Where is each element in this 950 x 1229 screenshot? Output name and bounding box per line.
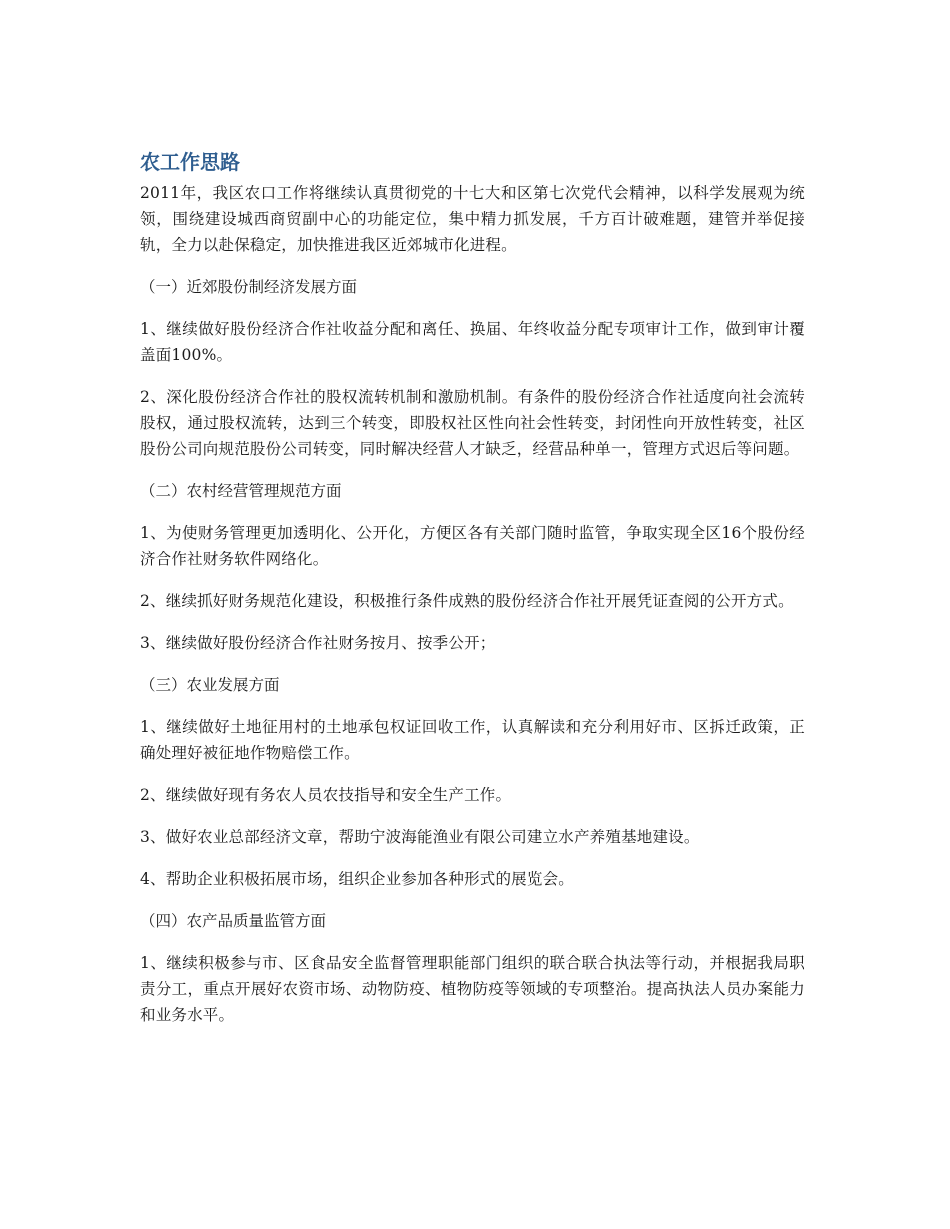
document-title: 农工作思路 xyxy=(140,150,240,174)
section-heading-2: （二）农村经营管理规范方面 xyxy=(140,482,342,500)
section-3-item-2: 2、继续做好现有务农人员农技指导和安全生产工作。 xyxy=(140,786,512,804)
document-page xyxy=(140,148,805,1044)
section-1-item-2: 2、深化股份经济合作社的股权流转机制和激励机制。有条件的股份经济合作社适度向社会流转股权，通过股权流转，达到三个转变，即股权社区性向社会性转变，封闭性向开放性转变，社区股份公司向规范股份公司转变，同时解决经营人才缺乏，经营品种单一，管理方式迟后等问题。 xyxy=(140,388,805,458)
section-2-item-3: 3、继续做好股份经济合作社财务按月、按季公开； xyxy=(140,634,496,652)
section-4-item-1: 1、继续积极参与市、区食品安全监督管理职能部门组织的联合联合执法等行动，并根据我局职责分工，重点开展好农资市场、动物防疫、植物防疫等领域的专项整治。提高执法人员办案能力和业务水平。 xyxy=(140,954,805,1024)
section-2-item-2: 2、继续抓好财务规范化建设，积极推行条件成熟的股份经济合作社开展凭证查阅的公开方式。 xyxy=(140,592,794,610)
section-heading-4: （四）农产品质量监管方面 xyxy=(140,912,327,930)
section-3-item-3: 3、做好农业总部经济文章，帮助宁波海能渔业有限公司建立水产养殖基地建设。 xyxy=(140,828,700,846)
section-heading-1: （一）近郊股份制经济发展方面 xyxy=(140,278,358,296)
intro-paragraph: 2011年，我区农口工作将继续认真贯彻党的十七大和区第七次党代会精神，以科学发展观为统领，围绕建设城西商贸副中心的功能定位，集中精力抓发展，千方百计破难题，建管并举促接轨，全力以赴保稳定，加快推进我区近郊城市化进程。 xyxy=(140,184,805,254)
section-3-item-4: 4、帮助企业积极拓展市场，组织企业参加各种形式的展览会。 xyxy=(140,870,574,888)
section-heading-3: （三）农业发展方面 xyxy=(140,676,280,694)
section-1-item-1: 1、继续做好股份经济合作社收益分配和离任、换届、年终收益分配专项审计工作，做到审计覆盖面100%。 xyxy=(140,320,805,364)
section-2-item-1: 1、为使财务管理更加透明化、公开化，方便区各有关部门随时监管，争取实现全区16个股份经济合作社财务软件网络化。 xyxy=(140,524,805,568)
section-3-item-1: 1、继续做好土地征用村的土地承包权证回收工作，认真解读和充分利用好市、区拆迁政策，正确处理好被征地作物赔偿工作。 xyxy=(140,718,805,762)
